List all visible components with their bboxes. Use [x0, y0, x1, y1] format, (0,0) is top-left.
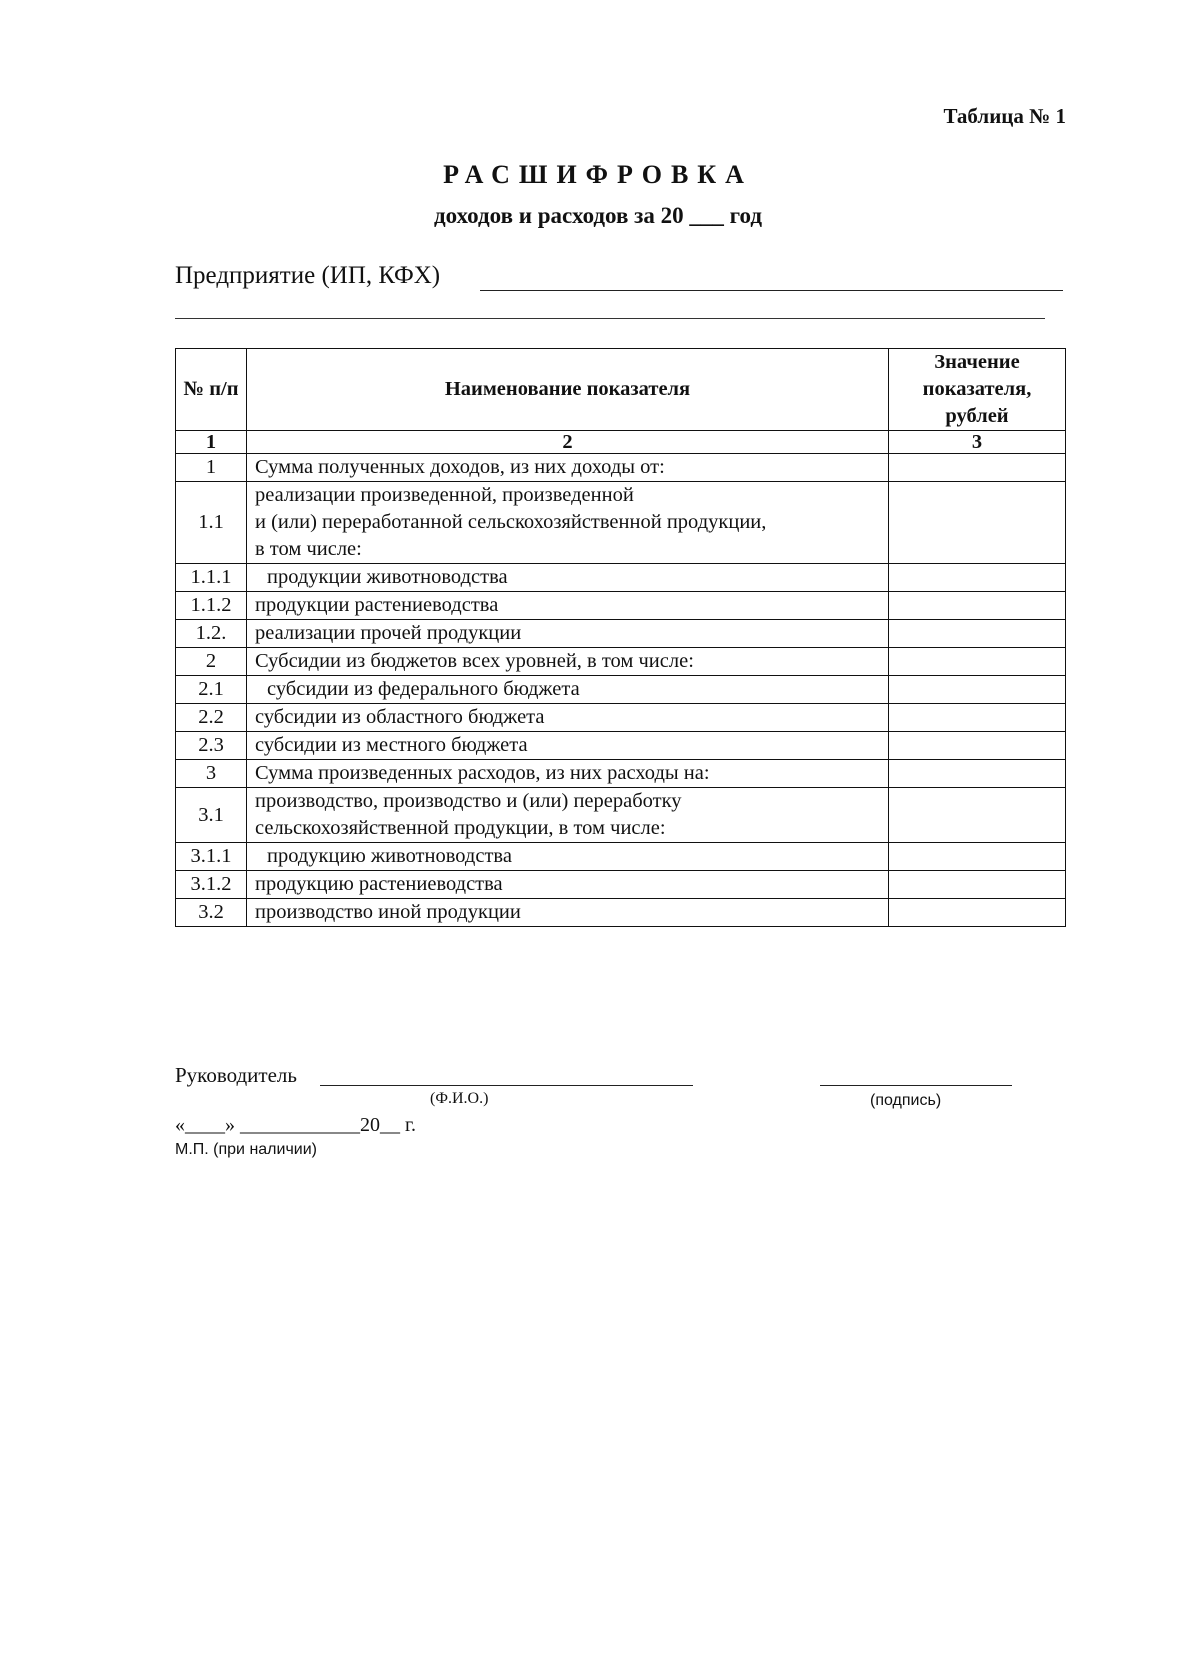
header-col-value: Значение показателя, рублей [889, 349, 1066, 431]
row-value-cell [889, 482, 1066, 564]
enterprise-field [175, 262, 440, 290]
row-num: 3.2 [176, 899, 247, 927]
row-value-cell [889, 564, 1066, 592]
fio-blank-line [320, 1085, 693, 1086]
enterprise-blank-line-2 [175, 318, 1045, 319]
table-header-row [176, 349, 1066, 431]
row-value-cell [889, 648, 1066, 676]
row-value-cell [889, 454, 1066, 482]
row-name-line: производство, производство и (или) переработку [255, 790, 682, 812]
table-row [176, 899, 1066, 927]
row-num: 3.1 [176, 788, 247, 843]
row-name [247, 482, 889, 564]
row-value-cell [889, 732, 1066, 760]
table-row [176, 704, 1066, 732]
row-name: продукции растениеводства [247, 592, 889, 620]
row-name: Сумма произведенных расходов, из них расходы на: [247, 760, 889, 788]
row-value-cell [889, 676, 1066, 704]
row-name-line: и (или) переработанной сельскохозяйственной продукции, [255, 511, 767, 533]
col-number: 3 [889, 431, 1066, 454]
row-value-cell [889, 592, 1066, 620]
table-row [176, 648, 1066, 676]
row-name: субсидии из областного бюджета [247, 704, 889, 732]
row-name-line: сельскохозяйственной продукции, в том числе: [255, 817, 666, 839]
column-numbers-row [176, 431, 1066, 454]
row-num: 1.1 [176, 482, 247, 564]
row-num: 1.2. [176, 620, 247, 648]
row-num: 2.1 [176, 676, 247, 704]
table-row [176, 788, 1066, 843]
col-number: 1 [176, 431, 247, 454]
row-num: 2.3 [176, 732, 247, 760]
header-col-num: № п/п [176, 349, 247, 431]
table-row [176, 454, 1066, 482]
row-name [247, 788, 889, 843]
row-name: реализации прочей продукции [247, 620, 889, 648]
table-row [176, 676, 1066, 704]
table-row [176, 592, 1066, 620]
document-title: РАСШИФРОВКА [443, 160, 753, 189]
signature-caption: (подпись) [870, 1092, 942, 1109]
row-value-cell [889, 620, 1066, 648]
row-num: 3.1.2 [176, 871, 247, 899]
date-line: «____» ____________20__ г. [175, 1114, 416, 1136]
row-value-cell [889, 760, 1066, 788]
row-num: 1.1.2 [176, 592, 247, 620]
row-name: Сумма полученных доходов, из них доходы от: [247, 454, 889, 482]
table-row [176, 760, 1066, 788]
head-label: Руководитель [175, 1063, 297, 1087]
row-value-cell [889, 871, 1066, 899]
signature-blank-line [820, 1085, 1012, 1086]
row-name: субсидии из местного бюджета [247, 732, 889, 760]
row-value-cell [889, 899, 1066, 927]
row-name: субсидии из федерального бюджета [247, 676, 889, 704]
row-name: продукцию растениеводства [247, 871, 889, 899]
row-value-cell [889, 704, 1066, 732]
col-number: 2 [247, 431, 889, 454]
income-expense-table [175, 348, 1066, 927]
row-num: 1 [176, 454, 247, 482]
row-num: 1.1.1 [176, 564, 247, 592]
row-num: 3 [176, 760, 247, 788]
table-number: Таблица № 1 [943, 104, 1066, 128]
row-value-cell [889, 788, 1066, 843]
stamp-note: М.П. (при наличии) [175, 1141, 317, 1158]
table-row [176, 564, 1066, 592]
row-name: продукции животноводства [247, 564, 889, 592]
row-num: 3.1.1 [176, 843, 247, 871]
table-row [176, 732, 1066, 760]
row-name: Субсидии из бюджетов всех уровней, в том числе: [247, 648, 889, 676]
table-row [176, 843, 1066, 871]
row-name: продукцию животноводства [247, 843, 889, 871]
table-row [176, 620, 1066, 648]
fio-caption: (Ф.И.О.) [430, 1090, 489, 1107]
row-num: 2 [176, 648, 247, 676]
enterprise-blank-line [480, 290, 1063, 291]
row-name-line: реализации произведенной, произведенной [255, 484, 634, 506]
document-subtitle: доходов и расходов за 20 ___ год [434, 203, 762, 228]
row-name-line: в том числе: [255, 538, 362, 560]
table-row [176, 871, 1066, 899]
enterprise-label: Предприятие (ИП, КФХ) [175, 262, 441, 289]
header-col-name: Наименование показателя [247, 349, 889, 431]
row-name: производство иной продукции [247, 899, 889, 927]
table-row [176, 482, 1066, 564]
row-value-cell [889, 843, 1066, 871]
head-signature-field [175, 1063, 297, 1088]
row-num: 2.2 [176, 704, 247, 732]
